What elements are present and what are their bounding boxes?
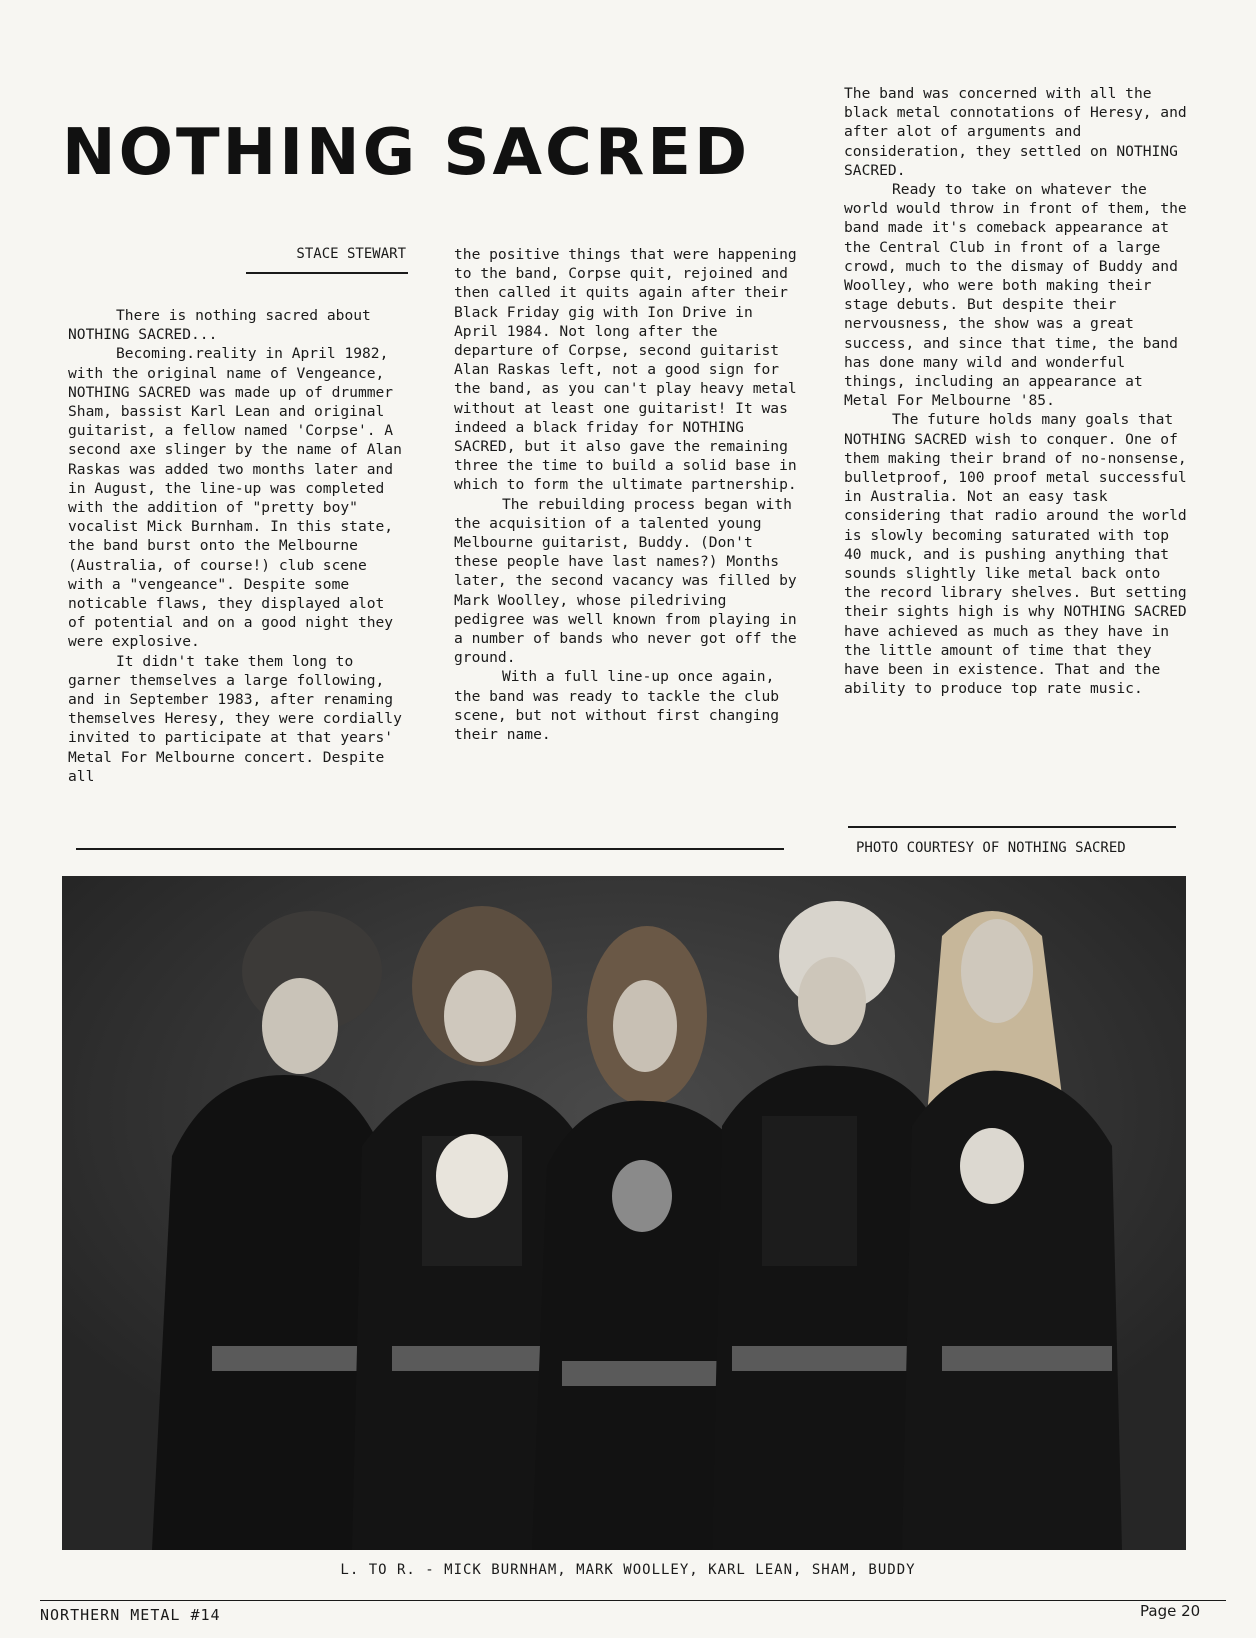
article-paragraph: Ready to take on whatever the world would throw in front of them, the band made it's comeback appearance at the Central Club in front of a large crowd, much to the dismay of Buddy and Woolley, who were both making their stage debuts. But despite their nervousness, the show was a great success, and since that time, the band has done many wild and wonderful things, including an appearance at Metal For Melbourne '85. (844, 181, 1187, 410)
column-divider-rule (76, 848, 784, 850)
byline-rule (246, 272, 408, 274)
article-paragraph: With a full line-up once again, the band was ready to tackle the club scene, but not without first changing their name. (454, 668, 780, 744)
article-paragraph: The band was concerned with all the black metal connotations of Heresy, and after alot of arguments and consideration, they settled on NOTHING SACRED. (844, 85, 1187, 179)
byline: STACE STEWART (296, 246, 406, 262)
article-paragraph: It didn't take them long to garner themselves a large following, and in September 1983, after renaming themselves Heresy, they were cordially invited to participate at that years' Metal For Melbourne concert. Despite all (68, 652, 402, 785)
article-column-1 (68, 306, 408, 786)
article-paragraph: There is nothing sacred about NOTHING SACRED... (68, 307, 371, 344)
article-column-2 (454, 245, 799, 744)
footer-rule (40, 1600, 1226, 1601)
article-column-3 (844, 84, 1189, 699)
article-paragraph: The future holds many goals that NOTHING SACRED wish to conquer. One of them making their brand of no-nonsense, bulletproof, 100 proof metal successful in Australia. Not an easy task considering that radio around the world is slowly becoming saturated with top 40 muck, and is pushing anything that sounds slightly like metal back onto the record library shelves. But setting their sights high is why NOTHING SACRED have achieved as much as they have in the little amount of time that they have been in existence. That and the ability to produce top rate music. (844, 411, 1187, 698)
photo-credit: PHOTO COURTESY OF NOTHING SACRED (856, 840, 1126, 856)
band-photo (62, 876, 1186, 1550)
page-number: Page 20 (1140, 1602, 1201, 1620)
article-paragraph: Becoming.reality in April 1982, with the original name of Vengeance, NOTHING SACRED was made up of drummer Sham, bassist Karl Lean and original guitarist, a fellow named 'Corpse'. A second axe slinger by the name of Alan Raskas was added two months later and in August, the line-up was completed with the addition of "pretty boy" vocalist Mick Burnham. In this state, the band burst onto the Melbourne (Australia, of course!) club scene with a "vengeance". Despite some noticable flaws, they displayed alot of potential and on a good night they were explosive. (68, 345, 402, 651)
publication-name: NORTHERN METAL #14 (40, 1606, 221, 1624)
photo-caption: L. TO R. - MICK BURNHAM, MARK WOOLLEY, KARL LEAN, SHAM, BUDDY (340, 1562, 916, 1578)
article-paragraph: the positive things that were happening to the band, Corpse quit, rejoined and then called it quits again after their Black Friday gig with Ion Drive in April 1984. Not long after the departure of Corpse, second guitarist Alan Raskas left, not a good sign for the band, as you can't play heavy metal without at least one guitarist! It was indeed a black friday for NOTHING SACRED, but it also gave the remaining three the time to build a solid base in which to form the ultimate partnership. (454, 246, 797, 494)
article-title: NOTHING SACRED (62, 116, 751, 190)
credit-rule (848, 826, 1176, 828)
article-paragraph: The rebuilding process began with the acquisition of a talented young Melbourne guitarist, Buddy. (Don't these people have last names?) Months later, the second vacancy was filled by Mark Woolley, whose piledriving pedigree was well known from playing in a number of bands who never got off the ground. (454, 495, 797, 667)
band-photo-illustration (62, 876, 1186, 1550)
